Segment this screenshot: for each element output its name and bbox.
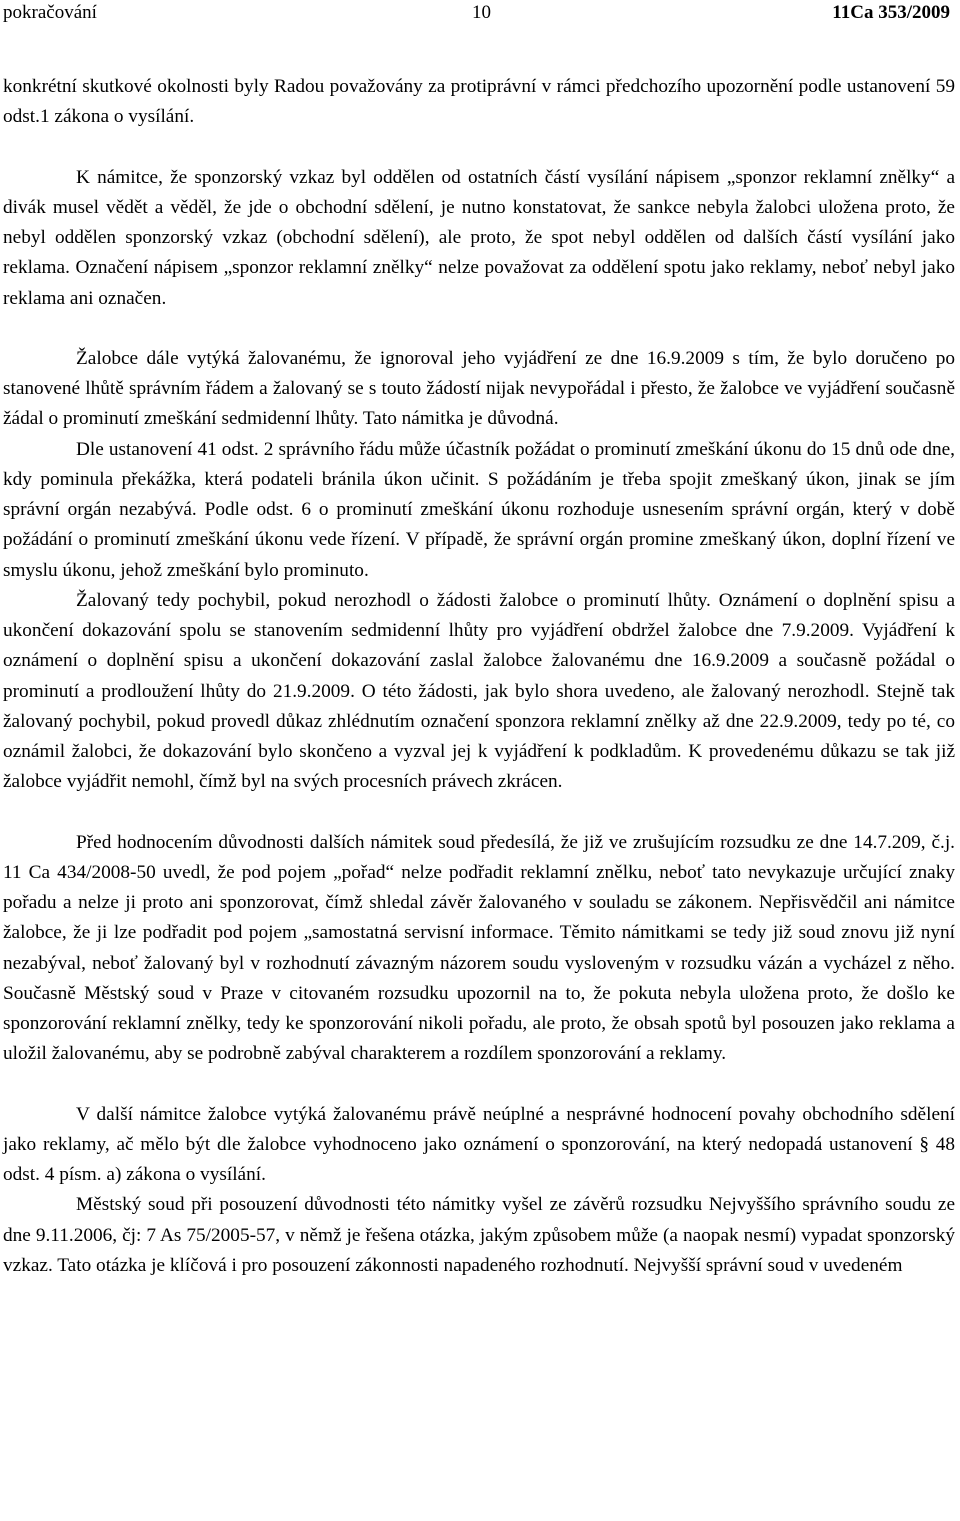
paragraph-4: Dle ustanovení 41 odst. 2 správního řádu může účastník požádat o prominutí zmeškání úkonu do 15 dnů ode dne, kdy pominula překážka, která podateli bránila úkon učinit. S požádáním je třeba spojit zmeškaný úkon, jinak se jím správní orgán nezabývá. Podle odst. 6 o prominutí zmeškání úkonu rozhoduje usnesením správní orgán, který v době požádání o prominutí zmeškání úkonu vede řízení. V případě, že správní orgán promine zmeškaný úkon, doplní řízení ve smyslu úkonu, jehož zmeškání bylo prominuto. [3, 438, 955, 581]
paragraph-gap [3, 314, 955, 344]
paragraph-6: Před hodnocením důvodnosti dalších námitek soud předesílá, že již ve zrušujícím rozsudku ze dne 14.7.209, č.j. 11 Ca 434/2008-50 uvedl, že pod pojem „pořad“ nelze podřadit reklamní znělku, neboť tato nevykazuje určující znaky pořadu a nelze ji proto ani sponzorovat, čímž shledal závěr žalovaného v souladu se zákonem. Nepřisvědčil ani námitce žalobce, že ji lze podřadit pod pojem „samostatná servisní informace. Těmito námitkami se tedy již soud znovu již nyní nezabýval, neboť žalovaný byl v rozhodnutí závazným názorem soudu vysloveným v rozsudku vázán a vycházel z něho. Současně Městský soud v Praze v citovaném rozsudku upozornil na to, že pokuta nebyla uložena proto, že došlo ke sponzorování reklamní znělky, tedy ke sponzorování nikoli pořadu, ale proto, že obsah spotů byl posouzen jako reklama a uložil žalovanému, aby se podrobně zabýval charakterem a rozdílem sponzorování a reklamy. [3, 831, 955, 1065]
header-case-number: 11Ca 353/2009 [832, 2, 950, 23]
paragraph-3: Žalobce dále vytýká žalovanému, že ignoroval jeho vyjádření ze dne 16.9.2009 s tím, že bylo doručeno po stanovené lhůtě správním řádem a žalovaný se s touto žádostí nijak nevypořádal i přesto, že žalobce ve vyjádření současně žádal o prominutí zmeškání sedmidenní lhůty. Tato námitka je důvodná. [3, 347, 955, 430]
paragraph-gap [3, 1070, 955, 1100]
paragraph-5: Žalovaný tedy pochybil, pokud nerozhodl o žádosti žalobce o prominutí lhůty. Oznámení o doplnění spisu a ukončení dokazování spolu se stanovením sedmidenní lhůty pro vyjádření obdržel žalobce dne 7.9.2009. Vyjádření k oznámení o doplnění spisu a ukončení dokazování zaslal žalobce žalovanému dne 16.9.2009 a současně požádal o prominutí a prodloužení lhůty do 21.9.2009. O této žádosti, jak bylo shora uvedeno, ale žalovaný nerozhodl. Stejně tak žalovaný pochybil, pokud provedl důkaz zhlédnutím označení sponzora reklamní znělky až dne 22.9.2009, tedy po té, co oznámil žalobci, že dokazování bylo skončeno a vyzval jej k vyjádření k podkladům. K provedenému důkazu se tak již žalobce vyjádřit nemohl, čímž byl na svých procesních právech zkrácen. [3, 589, 955, 793]
header-continuation-label: pokračování [3, 2, 97, 23]
paragraph-2: K námitce, že sponzorský vzkaz byl oddělen od ostatních částí vysílání nápisem „sponzor reklamní znělky“ a divák musel vědět a věděl, že jde o obchodní sdělení, je nutno konstatovat, že sankce nebyla žalobci uložena proto, že nebyl oddělen sponzorský vzkaz (obchodní sdělení), ale proto, že spot nebyl oddělen od dalších částí vysílání jako reklama. Označení nápisem „sponzor reklamní znělky“ nelze považovat za oddělení spotu jako reklamy, neboť nebyl jako reklama ani označen. [3, 166, 955, 309]
paragraph-7: V další námitce žalobce vytýká žalovanému právě neúplné a nesprávné hodnocení povahy obchodního sdělení jako reklamy, ač mělo být dle žalobce vyhodnoceno jako oznámení o sponzorování, na který nedopadá ustanovení § 48 odst. 4 písm. a) zákona o vysílání. [3, 1103, 955, 1185]
header-page-number: 10 [472, 2, 491, 23]
paragraph-gap [3, 798, 955, 828]
paragraph-gap [3, 133, 955, 163]
document-body [3, 72, 955, 1281]
page-header [0, 0, 960, 30]
paragraph-1: konkrétní skutkové okolnosti byly Radou považovány za protiprávní v rámci předchozího upozornění podle ustanovení 59 odst.1 zákona o vysílání. [3, 76, 955, 128]
paragraph-8: Městský soud při posouzení důvodnosti této námitky vyšel ze závěrů rozsudku Nejvyššího správního soudu ze dne 9.11.2006, čj: 7 As 75/2005-57, v němž je řešena otázka, jakým způsobem může (a naopak nesmí) vypadat sponzorský vzkaz. Tato otázka je klíčová i pro posouzení zákonnosti napadeného rozhodnutí. Nejvyšší správní soud v uvedeném [3, 1194, 955, 1276]
